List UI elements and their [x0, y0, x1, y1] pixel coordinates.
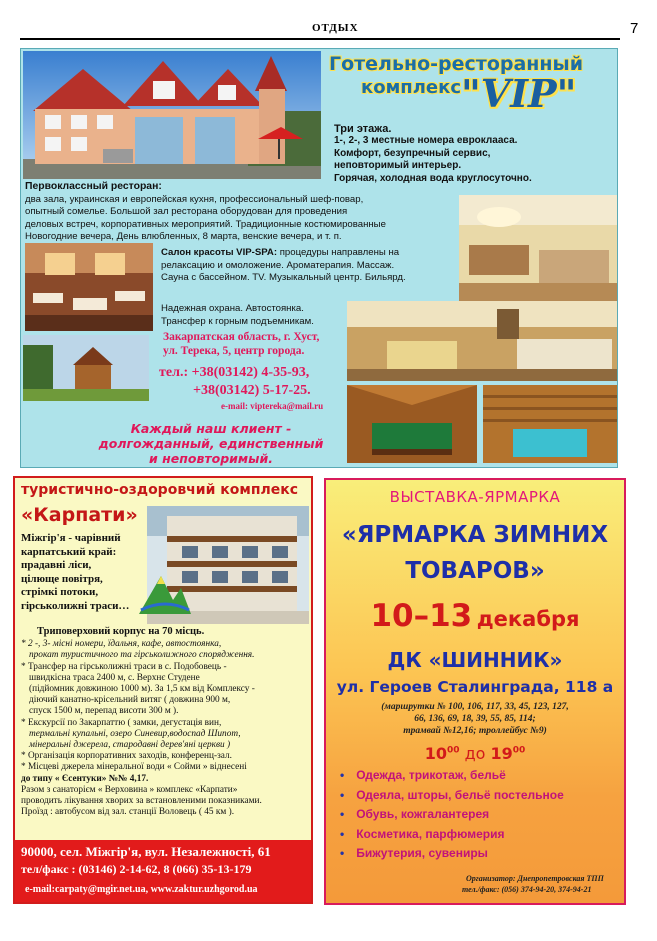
karpaty-item: * Екскурсії по Закарпаттю ( замки, дегустація вин,	[21, 717, 222, 728]
vip-floors-heading: Три этажа.	[334, 123, 392, 135]
fair-title-line2: ТОВАРОВ»	[405, 558, 545, 584]
vip-spa-heading: Салон красоты VIP-SPA:	[161, 247, 278, 258]
karpaty-intro-line: гірськолижні траси…	[21, 599, 130, 612]
karpaty-item: (підйомник довжиною 1000 м). За 1,5 км від Комплексу -	[29, 684, 255, 695]
karpaty-item: діючий канатно-крісельний витяг ( довжина 900 м,	[29, 695, 231, 706]
karpaty-intro-line: прадавні ліси,	[21, 559, 92, 572]
vip-spa-line: Сауна с бассейном. TV. Музыкальный центр. Бильярд.	[161, 272, 406, 283]
vip-restaurant-block	[25, 181, 465, 244]
vip-title-line2: комплекс	[361, 77, 462, 98]
fair-hours	[326, 744, 624, 763]
vip-security-block	[161, 303, 361, 328]
fair-hours-mid: до	[459, 744, 491, 763]
karpaty-item: Разом з санаторієм « Верховина » комплекс «Карпати»	[21, 784, 238, 795]
vip-floors-line: Горячая, холодная вода круглосуточно.	[334, 172, 532, 184]
karpaty-body	[21, 626, 313, 818]
fair-routes-line: трамвай №12,16; троллейбус №9)	[403, 726, 547, 736]
karpaty-item: Проїзд : автобусом від зал. станції Воловець ( 45 км ).	[21, 807, 235, 818]
fair-hours-to-min: 00	[512, 745, 526, 756]
fair-hours-to: 19	[490, 744, 513, 763]
vip-security-line: Надежная охрана. Автостоянка.	[161, 303, 304, 314]
karpaty-item: * Трансфер на гірськолижні траси в с. Подобовець -	[21, 661, 227, 672]
vip-slogan	[76, 421, 346, 466]
winter-fair-ad	[324, 478, 626, 905]
fair-organizer: Организатор: Днепропетровская ТПП	[466, 874, 604, 883]
vip-spa-line	[161, 247, 461, 260]
suite-photo	[347, 301, 617, 381]
karpaty-item: прокат туристичного та гірськолижного спорядження.	[29, 650, 255, 661]
bedroom-photo	[459, 195, 617, 301]
karpaty-item: проводить лікування хворих за встановленими показниками.	[21, 796, 262, 807]
restaurant-hall-photo	[25, 243, 153, 331]
fair-routes-line: (маршрутки № 100, 106, 117, 33, 45, 123, 127,	[381, 702, 569, 712]
karpaty-contacts	[15, 840, 311, 902]
wooden-house-photo	[23, 335, 149, 401]
karpaty-item: до типу « Єсентуки» №№ 4,17.	[21, 773, 149, 784]
vip-slogan-line: Каждый наш клиент -	[130, 421, 292, 436]
section-label: ОТДЫХ	[312, 22, 359, 34]
karpaty-item: * 2 -, 3- місні номери, їдальня, кафе, автостоянка,	[21, 639, 222, 650]
fair-dates: 10–13	[370, 598, 473, 634]
fair-goods-item: • Косметика, парфюмерия	[340, 825, 564, 845]
vip-restaurant-line: опытный сомелье. Большой зал ресторана оборудован для проведения	[25, 206, 348, 217]
karpaty-item: * Організація корпоративних заходів, конференц-зал.	[21, 751, 232, 762]
karpaty-email: e-mail:carpaty@mgir.net.ua, www.zaktur.uzhgorod.ua	[25, 884, 258, 895]
vip-floors-line: 1-, 2-, 3 местные номера евроклааса.	[334, 135, 518, 147]
karpaty-address: 90000, сел. Міжгір'я, вул. Незалежності, 61	[21, 844, 271, 859]
karpaty-item: спуск 1500 м, перепад висоти 300 м ).	[29, 706, 179, 717]
karpaty-intro-line: стрімкі потоки,	[21, 586, 99, 599]
fair-goods-item: • Обувь, кожгалантерея	[340, 805, 564, 825]
vip-phone-1: тел.: +38(03142) 4-35-93,	[159, 365, 310, 380]
vip-slogan-line: долгожданный, единственный	[98, 436, 324, 451]
fair-dates-row	[326, 598, 624, 634]
karpaty-heading: Триповерховий корпус на 70 місць.	[37, 626, 205, 637]
karpaty-item: * Місцеві джерела мінеральної води « Сойми » віднесені	[21, 762, 247, 773]
karpaty-phones: тел/факс : (03146) 2-14-62, 8 (066) 35-13-179	[21, 862, 252, 876]
vip-security-line: Трансфер к горным подъемникам.	[161, 315, 314, 327]
vip-spa-text: процедуры направлены на	[277, 247, 400, 258]
fair-street: ул. Героев Сталинграда, 118 а	[336, 678, 614, 696]
billiard-photo	[347, 385, 477, 463]
fair-goods-item: • Одежда, трикотаж, бельё	[340, 766, 564, 786]
vip-spa-block	[161, 247, 461, 285]
karpaty-title: туристично-оздоровчий комплекс	[21, 482, 299, 498]
vip-spa-line: релаксацию и омоложение. Ароматерапия. Массаж.	[161, 259, 395, 271]
karpaty-item: швидкісна траса 2400 м, с. Верхнє Студене	[29, 672, 200, 683]
karpaty-name: «Карпати»	[21, 504, 138, 526]
karpaty-intro-line: Міжгір'я - чарівний	[21, 532, 121, 544]
vip-restaurant-line: Новогодние вечера, День влюбленных, 8 марта, венские вечера, и т. п.	[25, 231, 342, 242]
vip-hotel-ad	[20, 48, 618, 468]
karpaty-item: мінеральні джерела, стародавні дерев'яні церкви )	[29, 740, 231, 751]
karpaty-complex-ad	[13, 476, 313, 904]
page-number: 7	[630, 20, 639, 37]
vip-address-line1: Закарпатская область, г. Хуст,	[163, 331, 320, 343]
fair-month: декабря	[476, 607, 580, 631]
page-header	[20, 20, 639, 40]
fair-routes-line: 66, 136, 69, 18, 39, 55, 85, 114;	[414, 714, 536, 724]
fair-hours-from-min: 00	[446, 745, 460, 756]
vip-email: e-mail: viptereka@mail.ru	[221, 401, 324, 411]
fair-goods-item: • Одеяла, шторы, бельё постельное	[340, 786, 564, 806]
karpaty-intro-line: карпатський край:	[21, 545, 117, 558]
fair-hours-from: 10	[424, 744, 447, 763]
vip-restaurant-line: деловых встреч, корпоративных мероприятий. Традиционные костюмированные	[25, 218, 386, 230]
karpaty-intro	[21, 532, 156, 614]
hotel-building-photo	[23, 51, 321, 179]
vip-restaurant-line: два зала, украинская и европейская кухня, профессиональный шеф-повар,	[25, 193, 364, 205]
vip-title-line1: Готельно-ресторанный	[329, 53, 584, 75]
fair-organizer-phones: тел./факс: (056) 374-94-20, 374-94-21	[462, 885, 592, 894]
vip-brand: "VIP"	[461, 71, 577, 116]
karpaty-item: термальні купальні, озеро Синевир,водоспад Шипот,	[29, 728, 241, 739]
vip-slogan-line: и неповторимый.	[149, 451, 273, 466]
fair-goods-item: • Бижутерия, сувениры	[340, 844, 564, 864]
vip-floors-block	[334, 123, 604, 185]
fair-venue: ДК «ШИННИК»	[387, 648, 563, 672]
vip-restaurant-heading: Первоклассный ресторан:	[25, 181, 162, 192]
fair-title-line1: «ЯРМАРКА ЗИМНИХ	[341, 522, 609, 548]
karpaty-intro-line: цілюще повітря,	[21, 572, 103, 585]
vip-floors-line: неповторимый интерьер.	[334, 160, 462, 172]
fair-goods-list	[340, 766, 564, 864]
vip-phone-2: +38(03142) 5-17-25.	[193, 383, 311, 398]
pool-photo	[483, 385, 617, 463]
vip-floors-line: Комфорт, безупречный сервис,	[334, 147, 491, 159]
vip-address-line2: ул. Терека, 5, центр города.	[163, 345, 305, 357]
fair-kicker: ВЫСТАВКА-ЯРМАРКА	[389, 488, 561, 506]
